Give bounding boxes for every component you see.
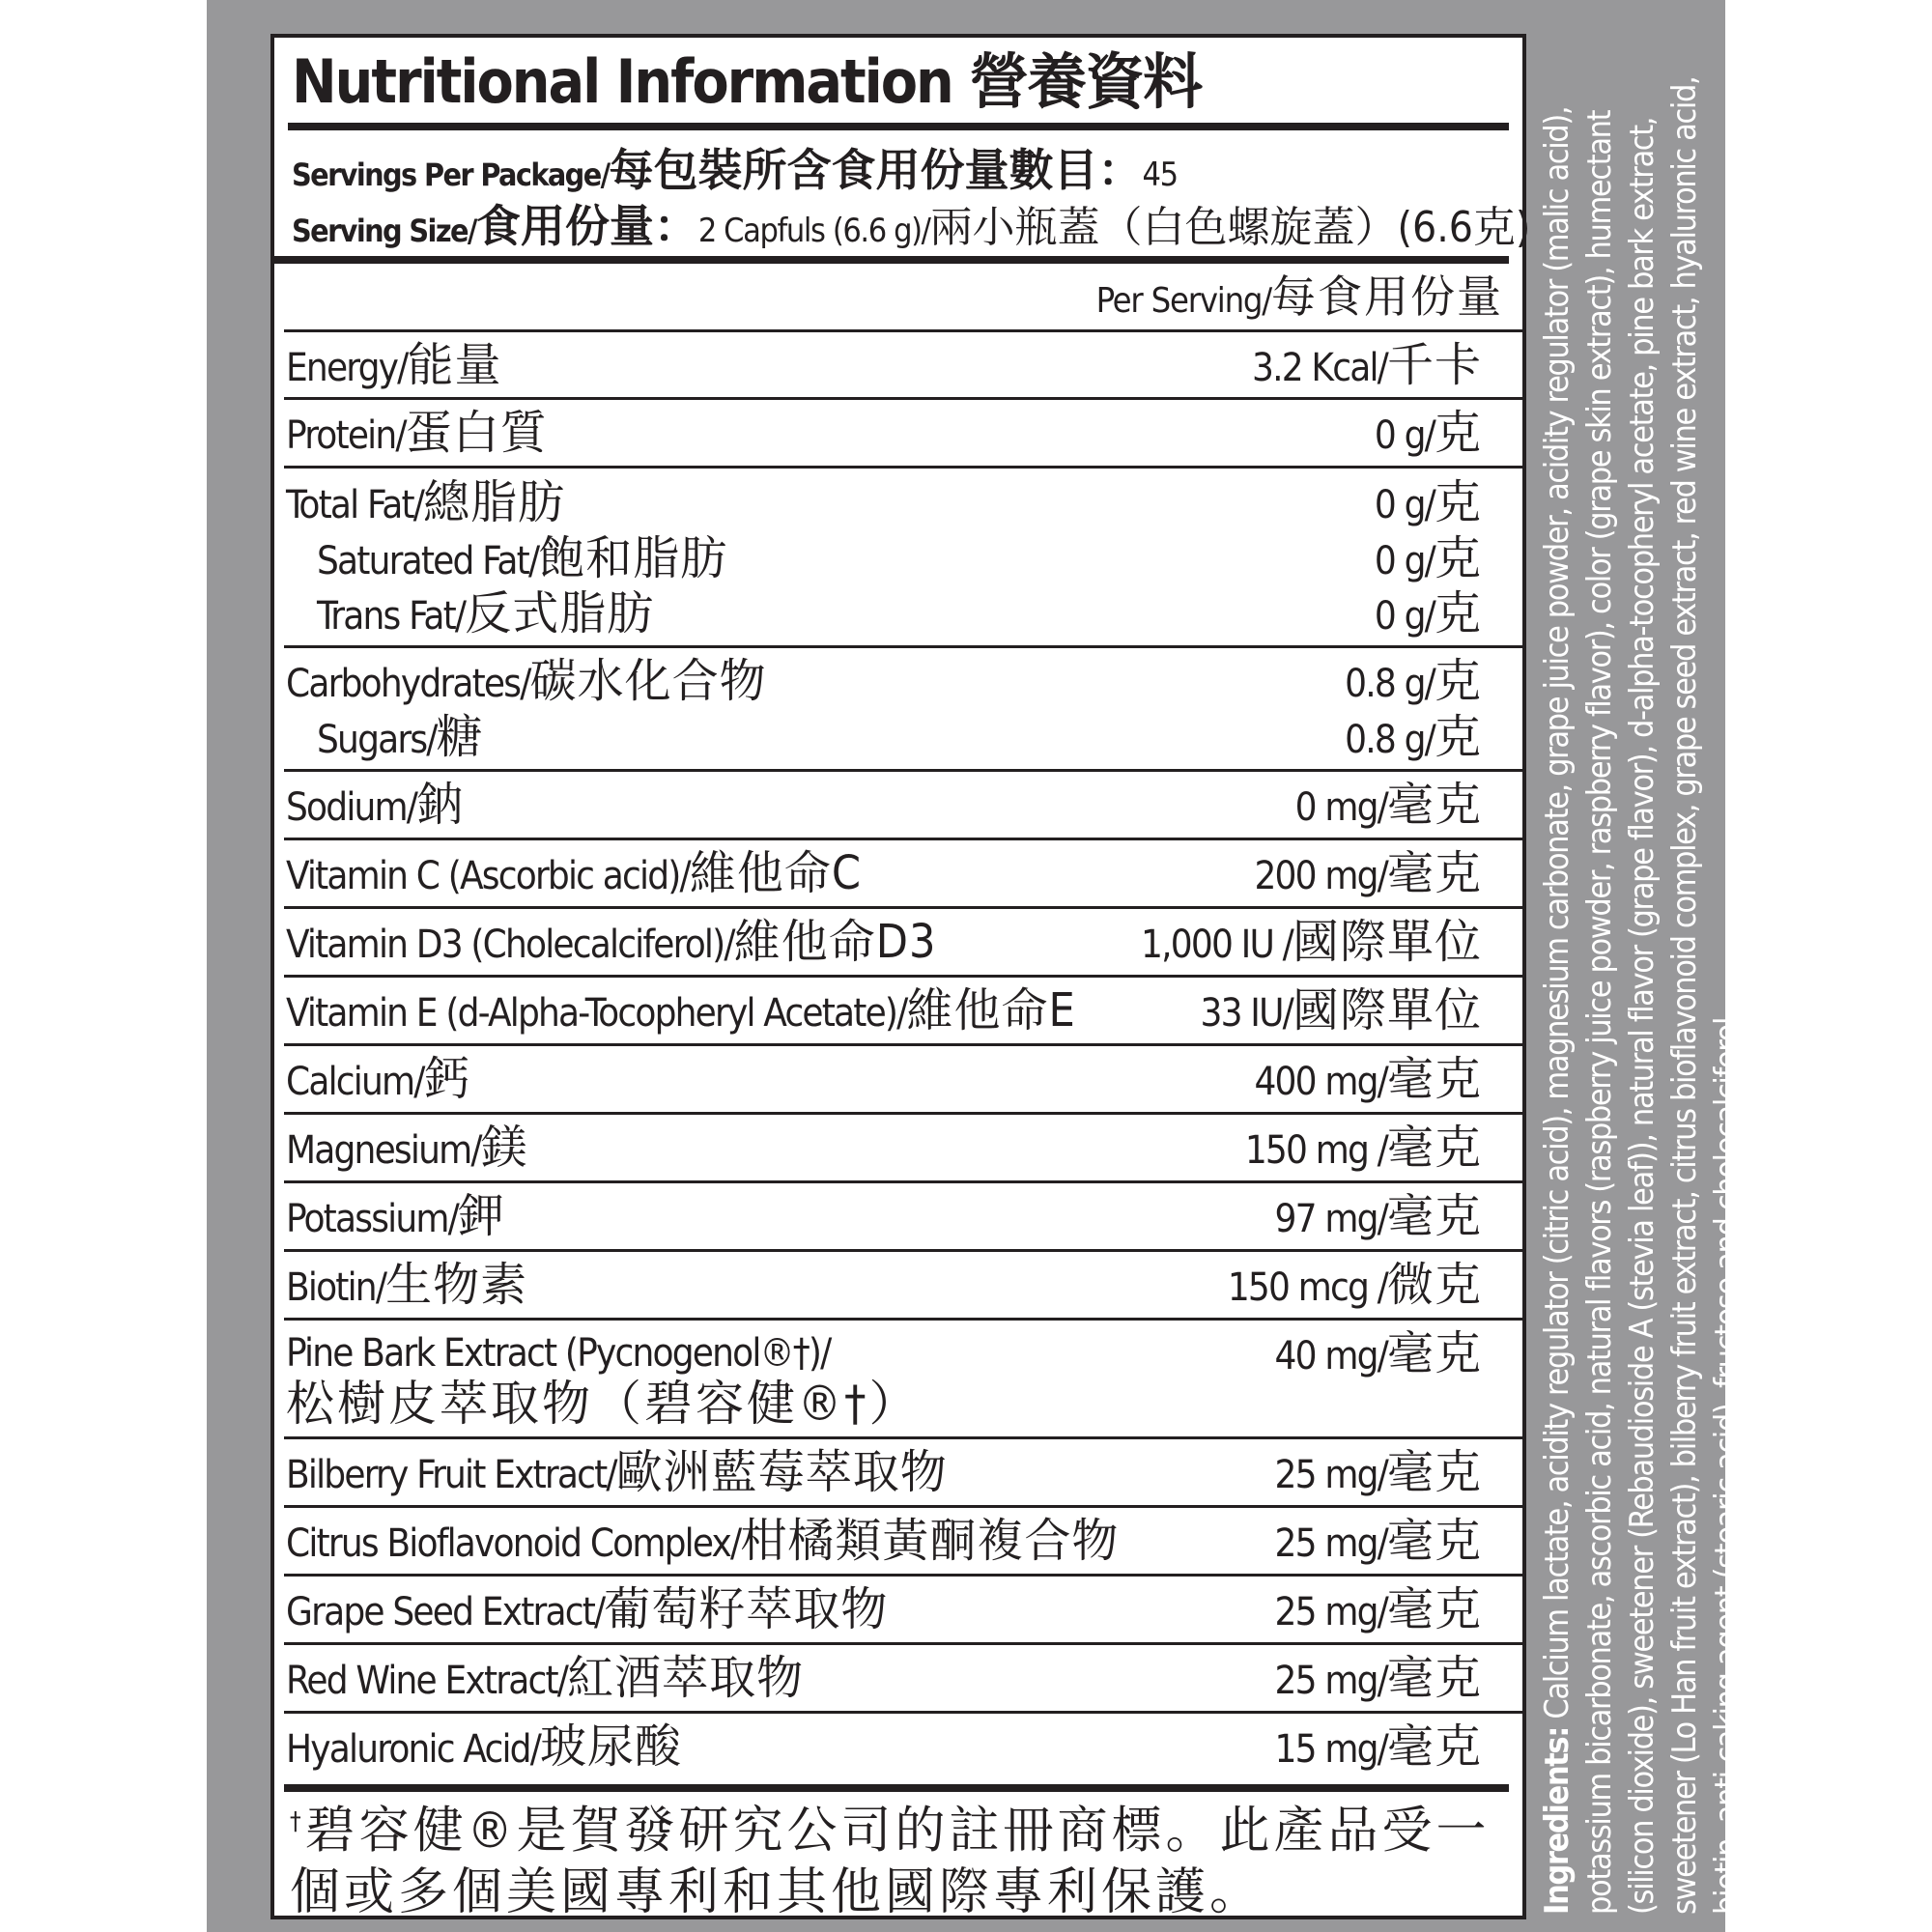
servings-label-zh: 每包裝所含食用份量數目: [609, 144, 1098, 196]
divider: [284, 466, 1522, 469]
servings-per-package: [292, 142, 1178, 203]
nutrient-row-vitamin-d3: [286, 914, 1522, 970]
per-serving-en: Per Serving/: [1095, 281, 1271, 321]
nutrient-amount: 0 g/: [1374, 483, 1435, 527]
nutrient-name-en: Pine Bark Extract (Pycnogenol®†)/: [286, 1331, 831, 1376]
nutrient-name-en: Carbohydrates/: [286, 662, 530, 706]
divider: [284, 1574, 1522, 1577]
nutrient-name-en: Bilberry Fruit Extract/: [286, 1453, 616, 1497]
per-serving-header: [1096, 265, 1503, 333]
nutrient-unit-zh: 毫克: [1386, 1582, 1482, 1636]
nutrient-name-zh: 鈣: [423, 1052, 471, 1106]
ingredients-text: Calcium lactate, acidity regulator (citric acid), magnesium carbonate, grape juice powder, acidity regulator (malic acid), potassium bicarbonate, ascorbic acid, natural flavors (raspberry juice powder, raspberry flavor), color (grape skin extract), humectant (silicon dioxide), sweetener (Rebaudioside A (stevia leaf)), natural flavor (grape flavor), d-alpha-tocopheryl acetate, pine bark extract, sweetener (Lo Han fruit extract), bilberry fruit extract, citrus bioflavonoid complex, grape seed extract, red wine extract, hyaluronic acid, biotin, anti-caking agent (stearic acid), fructose and cholecalciferol.: [1538, 76, 1747, 1915]
nutrient-name-en: Red Wine Extract/: [286, 1659, 568, 1703]
nutrient-name-zh: 玻尿酸: [540, 1719, 683, 1774]
trademark-footnote: [290, 1791, 1517, 1923]
divider: [284, 645, 1522, 648]
nutrient-name-zh: 歐洲藍莓萃取物: [615, 1445, 948, 1499]
nutrient-row-potassium: [286, 1188, 1522, 1244]
nutrient-name-en: Sugars/: [317, 718, 437, 762]
nutrient-amount: 0 g/: [1374, 594, 1435, 639]
nutrient-amount: 25 mg/: [1274, 1521, 1387, 1566]
nutrient-unit-zh: 毫克: [1386, 1651, 1482, 1705]
nutrient-name-zh: 飽和脂肪: [538, 531, 728, 585]
nutrient-unit-zh: 克: [1434, 531, 1482, 585]
nutrient-unit-zh: 克: [1434, 654, 1482, 708]
nutrient-unit-zh: 毫克: [1386, 1445, 1482, 1499]
nutrient-row-protein: [286, 405, 1522, 461]
serving-size-label-en: Serving Size/: [292, 213, 476, 249]
nutrient-name-en: Protein/: [286, 413, 406, 458]
nutrient-amount: 25 mg/: [1274, 1659, 1387, 1703]
nutrient-name-en: Energy/: [286, 346, 408, 390]
nutrient-name-zh: 碳水化合物: [529, 654, 767, 708]
nutrient-name-en: Sodium/: [286, 785, 417, 830]
nutrient-name-en: Saturated Fat/: [317, 539, 539, 583]
nutrient-unit-zh: 毫克: [1386, 1514, 1482, 1568]
nutrient-name-en: Calcium/: [286, 1060, 424, 1104]
nutrient-unit-zh: 千卡: [1386, 338, 1482, 392]
nutrient-row-saturated-fat: [286, 530, 1522, 586]
nutrient-name-zh: 維他命D3: [733, 915, 937, 969]
nutrient-row-hyaluronic-acid: [286, 1719, 1522, 1775]
nutrient-name-en: Trans Fat/: [317, 594, 466, 639]
nutrient-unit-zh: 毫克: [1386, 1719, 1482, 1774]
nutrient-amount: 33 IU/: [1200, 991, 1293, 1036]
nutrient-name-en: Vitamin E (d-Alpha-Tocopheryl Acetate)/: [286, 991, 907, 1036]
nutrient-name-zh: 紅酒萃取物: [567, 1651, 805, 1705]
nutrient-unit-zh: 毫克: [1386, 1326, 1482, 1380]
nutrient-unit-zh: 毫克: [1386, 846, 1482, 900]
nutrient-amount: 40 mg/: [1274, 1334, 1387, 1378]
nutrient-amount: 15 mg/: [1274, 1727, 1387, 1772]
nutrient-unit-zh: 克: [1434, 406, 1482, 460]
nutrient-row-vitamin-c: [286, 845, 1522, 901]
nutrient-row-magnesium: [286, 1120, 1522, 1176]
nutrient-name-en: Biotin/: [286, 1265, 386, 1310]
nutrient-name-zh: 生物素: [385, 1258, 528, 1312]
servings-value: 45: [1142, 156, 1178, 194]
nutrient-unit-zh: 毫克: [1386, 1121, 1482, 1175]
divider: [284, 1180, 1522, 1183]
divider: [284, 1436, 1522, 1439]
nutrient-name-zh: 鈉: [416, 778, 465, 832]
nutrient-name-en: Grape Seed Extract/: [286, 1590, 605, 1634]
nutrient-name-zh: 鉀: [457, 1189, 505, 1243]
serving-rule: [274, 256, 1509, 264]
nutrient-amount: 0 mg/: [1294, 785, 1387, 830]
divider: [284, 906, 1522, 909]
divider: [284, 1112, 1522, 1115]
nutrient-name-en: Total Fat/: [286, 483, 424, 527]
nutrient-row-calcium: [286, 1051, 1522, 1107]
nutrient-amount: 150 mcg /: [1227, 1265, 1387, 1310]
nutrient-row-vitamin-e: [286, 982, 1522, 1038]
nutrient-unit-zh: 克: [1434, 475, 1482, 529]
nutrient-name-zh: 松樹皮萃取物（碧容健®†）: [286, 1376, 921, 1432]
per-serving-zh: 每食用份量: [1271, 270, 1503, 323]
nutrient-row-sugars: [286, 709, 1522, 765]
nutrient-name-zh: 能量: [407, 338, 502, 392]
nutrient-name-zh: 鎂: [480, 1121, 528, 1175]
serving-size-value-zh: 兩小瓶蓋（白色螺旋蓋）(6.6克): [929, 203, 1531, 252]
serving-size-value-en: 2 Capfuls (6.6 g)/: [697, 212, 930, 250]
divider: [284, 1711, 1522, 1714]
servings-colon: ：: [1097, 144, 1143, 196]
nutrient-name-en: Magnesium/: [286, 1128, 481, 1173]
nutrient-row-biotin: [286, 1257, 1522, 1313]
nutrient-unit-zh: 毫克: [1386, 778, 1482, 832]
nutrient-name-zh: 柑橘類黃酮複合物: [740, 1514, 1120, 1568]
divider: [284, 397, 1522, 400]
nutrient-name-zh: 維他命C: [689, 846, 863, 900]
divider: [284, 1642, 1522, 1645]
divider: [284, 1318, 1522, 1321]
divider: [284, 1043, 1522, 1046]
panel-title: Nutritional Information 營養資料: [292, 46, 1202, 117]
nutrient-row-pine-bark-extract: [286, 1325, 1522, 1441]
nutrient-row-total-fat: [286, 474, 1522, 530]
divider: [284, 975, 1522, 978]
divider: [284, 769, 1522, 772]
nutrient-unit-zh: 毫克: [1386, 1052, 1482, 1106]
nutrient-row-carbohydrates: [286, 653, 1522, 709]
nutrient-amount: 25 mg/: [1274, 1590, 1387, 1634]
nutrient-unit-zh: 國際單位: [1292, 915, 1482, 969]
nutrient-amount: 0 g/: [1374, 413, 1435, 458]
nutrient-row-grape-seed-extract: [286, 1581, 1522, 1637]
servings-label-en: Servings Per Package/: [292, 156, 610, 193]
nutrient-name-en: Vitamin C (Ascorbic acid)/: [286, 854, 690, 898]
nutrient-unit-zh: 國際單位: [1292, 983, 1482, 1037]
divider: [284, 1249, 1522, 1252]
nutrient-amount: 0.8 g/: [1345, 662, 1435, 706]
nutrient-unit-zh: 微克: [1386, 1258, 1482, 1312]
nutrient-unit-zh: 克: [1434, 710, 1482, 764]
nutrient-unit-zh: 毫克: [1386, 1189, 1482, 1243]
nutrition-panel: [270, 34, 1531, 1922]
nutrient-amount: 0.8 g/: [1345, 718, 1435, 762]
nutrient-name-en: Citrus Bioflavonoid Complex/: [286, 1521, 741, 1566]
serving-size-label-zh: 食用份量: [475, 200, 654, 252]
nutrient-name-zh: 反式脂肪: [465, 586, 655, 640]
nutrient-amount: 1,000 IU /: [1141, 923, 1293, 967]
nutrient-name-en: Hyaluronic Acid/: [286, 1727, 541, 1772]
ingredients-statement: [1536, 41, 1748, 1915]
nutrient-name-zh: 蛋白質: [405, 406, 548, 460]
footnote-text: 碧容健®是賀發研究公司的註冊商標。此產品受一個或多個美國專利和其他國際專利保護。: [290, 1802, 1491, 1922]
divider: [284, 1505, 1522, 1508]
nutrient-name-zh: 總脂肪: [423, 475, 566, 529]
nutrient-name-en: Vitamin D3 (Cholecalciferol)/: [286, 923, 734, 967]
nutrient-row-red-wine-extract: [286, 1650, 1522, 1706]
nutrient-amount: 200 mg/: [1254, 854, 1387, 898]
nutrient-amount: 400 mg/: [1254, 1060, 1387, 1104]
title-rule: [288, 123, 1509, 130]
nutrient-row-citrus-bioflavonoid-complex: [286, 1513, 1522, 1569]
dagger-mark: †: [290, 1807, 305, 1836]
divider: [284, 329, 1522, 332]
nutrient-amount: 3.2 Kcal/: [1251, 346, 1387, 390]
nutrient-name-en: Potassium/: [286, 1197, 458, 1241]
nutrient-row-trans-fat: [286, 585, 1522, 641]
serving-size-colon: ：: [653, 200, 698, 252]
nutrient-amount: 0 g/: [1374, 539, 1435, 583]
nutrient-name-zh: 維他命E: [906, 983, 1076, 1037]
nutrient-row-energy: [286, 337, 1522, 393]
nutrient-amount: 97 mg/: [1274, 1197, 1387, 1241]
nutrient-amount: 25 mg/: [1274, 1453, 1387, 1497]
serving-size: [292, 198, 1530, 259]
divider: [284, 838, 1522, 840]
nutrient-amount: 150 mg /: [1244, 1128, 1387, 1173]
nutrient-name-zh: 糖: [436, 710, 484, 764]
ingredients-label: Ingredients:: [1538, 1726, 1577, 1915]
nutrient-name-zh: 葡萄籽萃取物: [604, 1582, 889, 1636]
nutrient-row-sodium: [286, 777, 1522, 833]
nutrient-row-bilberry-fruit-extract: [286, 1444, 1522, 1500]
nutrient-unit-zh: 克: [1434, 586, 1482, 640]
